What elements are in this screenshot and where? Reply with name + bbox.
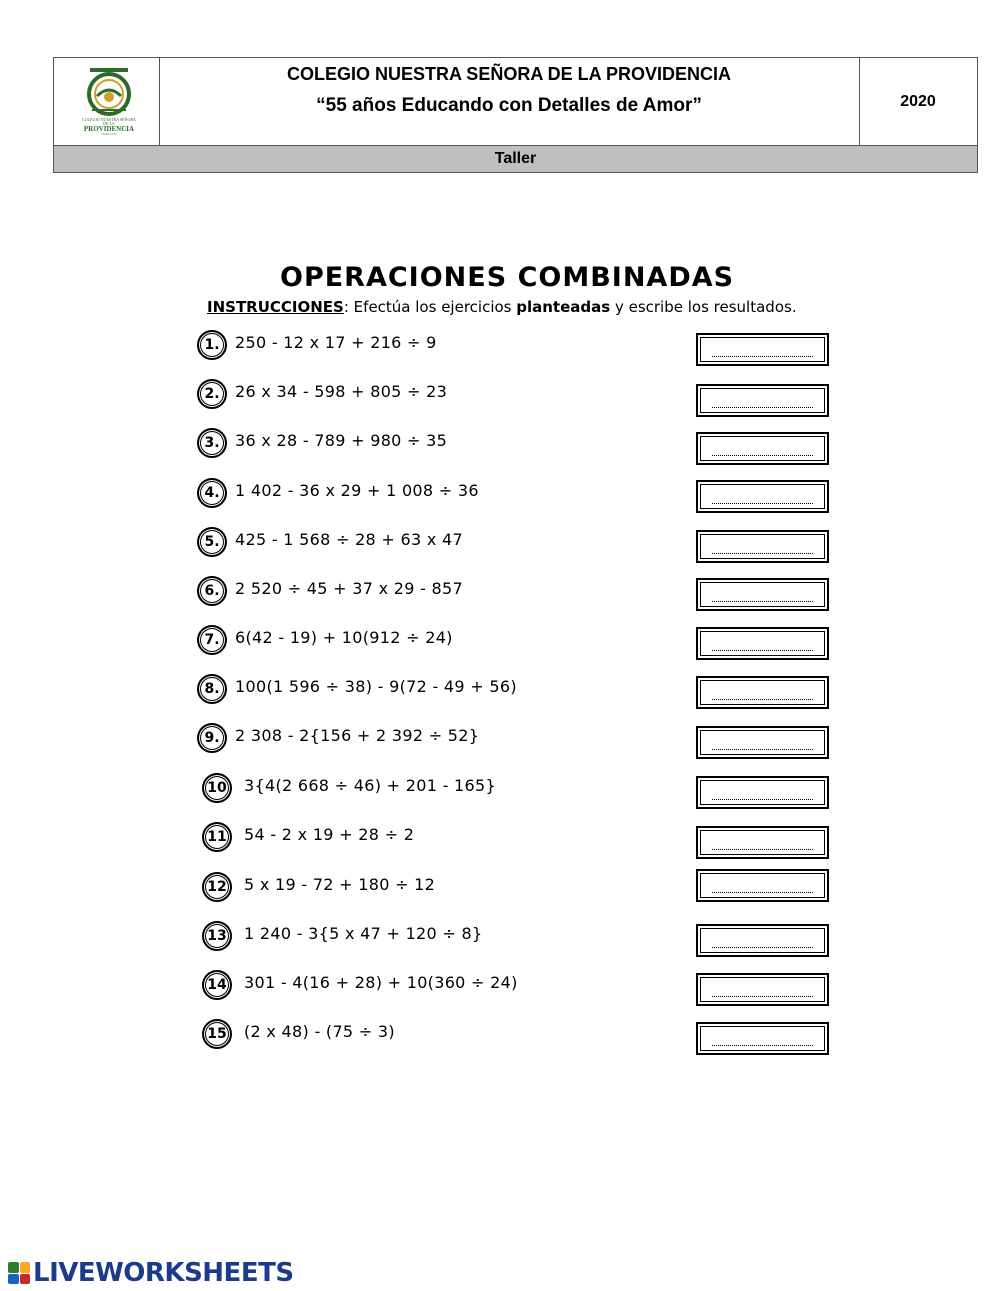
exercise-number: 15 <box>202 1019 232 1049</box>
answer-dotted-line <box>712 799 813 800</box>
instructions-bold-word: planteadas <box>516 298 611 316</box>
answer-dotted-line <box>712 503 813 504</box>
logo-square-blue <box>8 1274 19 1285</box>
exercise-number: 1. <box>197 330 227 360</box>
exercise-number: 14 <box>202 970 232 1000</box>
exercise-number: 2. <box>197 379 227 409</box>
exercise-expression: 3{4(2 668 ÷ 46) + 201 - 165} <box>244 776 496 795</box>
worksheet-title: OPERACIONES COMBINADAS <box>280 262 735 293</box>
exercise-number: 4. <box>197 478 227 508</box>
exercise-number: 12 <box>202 872 232 902</box>
exercise-expression: 425 - 1 568 ÷ 28 + 63 x 47 <box>235 530 463 549</box>
answer-dotted-line <box>712 356 813 357</box>
instructions-text-1: : Efectúa los ejercicios <box>343 298 517 316</box>
section-bar: Taller <box>54 145 977 172</box>
answer-input[interactable] <box>696 627 829 660</box>
exercise-expression: 301 - 4(16 + 28) + 10(360 ÷ 24) <box>244 973 518 992</box>
answer-input[interactable] <box>696 432 829 465</box>
answer-dotted-line <box>712 601 813 602</box>
instructions <box>207 298 797 316</box>
school-title-cell <box>159 58 860 145</box>
logo-square-green <box>8 1262 19 1273</box>
answer-dotted-line <box>712 1045 813 1046</box>
answer-input[interactable] <box>696 676 829 709</box>
answer-input[interactable] <box>696 973 829 1006</box>
school-logo <box>84 66 134 118</box>
answer-dotted-line <box>712 892 813 893</box>
exercise-expression: 2 308 - 2{156 + 2 392 ÷ 52} <box>235 726 480 745</box>
exercise-expression: 1 240 - 3{5 x 47 + 120 ÷ 8} <box>244 924 483 943</box>
school-logo-text <box>82 118 136 136</box>
answer-input[interactable] <box>696 776 829 809</box>
exercise-expression: 1 402 - 36 x 29 + 1 008 ÷ 36 <box>235 481 479 500</box>
school-logo-cell <box>54 58 160 145</box>
answer-input[interactable] <box>696 726 829 759</box>
exercise-expression: 6(42 - 19) + 10(912 ÷ 24) <box>235 628 453 647</box>
exercise-expression: 54 - 2 x 19 + 28 ÷ 2 <box>244 825 415 844</box>
exercise-number: 9. <box>197 723 227 753</box>
exercise-number: 11 <box>202 822 232 852</box>
answer-input[interactable] <box>696 480 829 513</box>
exercise-number: 5. <box>197 527 227 557</box>
exercise-number: 3. <box>197 428 227 458</box>
logo-text-line1: COLEGIO NUESTRA SEÑORA DE LA <box>82 117 136 126</box>
instructions-label: INSTRUCCIONES <box>207 298 344 316</box>
logo-text-line3: MEDELLÍN <box>101 132 117 136</box>
exercise-number: 13 <box>202 921 232 951</box>
exercise-expression: 36 x 28 - 789 + 980 ÷ 35 <box>235 431 448 450</box>
liveworksheets-icon <box>8 1262 30 1284</box>
answer-dotted-line <box>712 996 813 997</box>
exercise-expression: 100(1 596 ÷ 38) - 9(72 - 49 + 56) <box>235 677 517 696</box>
answer-input[interactable] <box>696 384 829 417</box>
answer-dotted-line <box>712 849 813 850</box>
answer-dotted-line <box>712 699 813 700</box>
school-name: COLEGIO NUESTRA SEÑORA DE LA PROVIDENCIA <box>286 64 732 84</box>
answer-input[interactable] <box>696 826 829 859</box>
instructions-text-2: y escribe los resultados. <box>610 298 797 316</box>
answer-input[interactable] <box>696 578 829 611</box>
exercise-number: 7. <box>197 625 227 655</box>
answer-input[interactable] <box>696 530 829 563</box>
exercise-number: 8. <box>197 674 227 704</box>
liveworksheets-logo <box>8 1258 294 1288</box>
answer-dotted-line <box>712 947 813 948</box>
school-motto: “55 años Educando con Detalles de Amor” <box>316 95 702 116</box>
exercise-expression: 26 x 34 - 598 + 805 ÷ 23 <box>235 382 448 401</box>
logo-square-red <box>20 1274 31 1285</box>
answer-dotted-line <box>712 553 813 554</box>
answer-input[interactable] <box>696 924 829 957</box>
exercise-number: 6. <box>197 576 227 606</box>
exercise-number: 10 <box>202 773 232 803</box>
exercise-expression: (2 x 48) - (75 ÷ 3) <box>244 1022 395 1041</box>
answer-dotted-line <box>712 650 813 651</box>
logo-text-line2: PROVIDENCIA <box>83 125 135 133</box>
liveworksheets-brand: LIVEWORKSHEETS <box>33 1258 294 1288</box>
answer-input[interactable] <box>696 869 829 902</box>
answer-dotted-line <box>712 749 813 750</box>
answer-input[interactable] <box>696 1022 829 1055</box>
logo-square-yellow <box>20 1262 31 1273</box>
answer-input[interactable] <box>696 333 829 366</box>
exercise-expression: 5 x 19 - 72 + 180 ÷ 12 <box>244 875 436 894</box>
year-label: 2020 <box>900 92 936 110</box>
exercise-expression: 2 520 ÷ 45 + 37 x 29 - 857 <box>235 579 463 598</box>
answer-dotted-line <box>712 455 813 456</box>
exercise-expression: 250 - 12 x 17 + 216 ÷ 9 <box>235 333 437 352</box>
answer-dotted-line <box>712 407 813 408</box>
document-header <box>53 57 978 173</box>
